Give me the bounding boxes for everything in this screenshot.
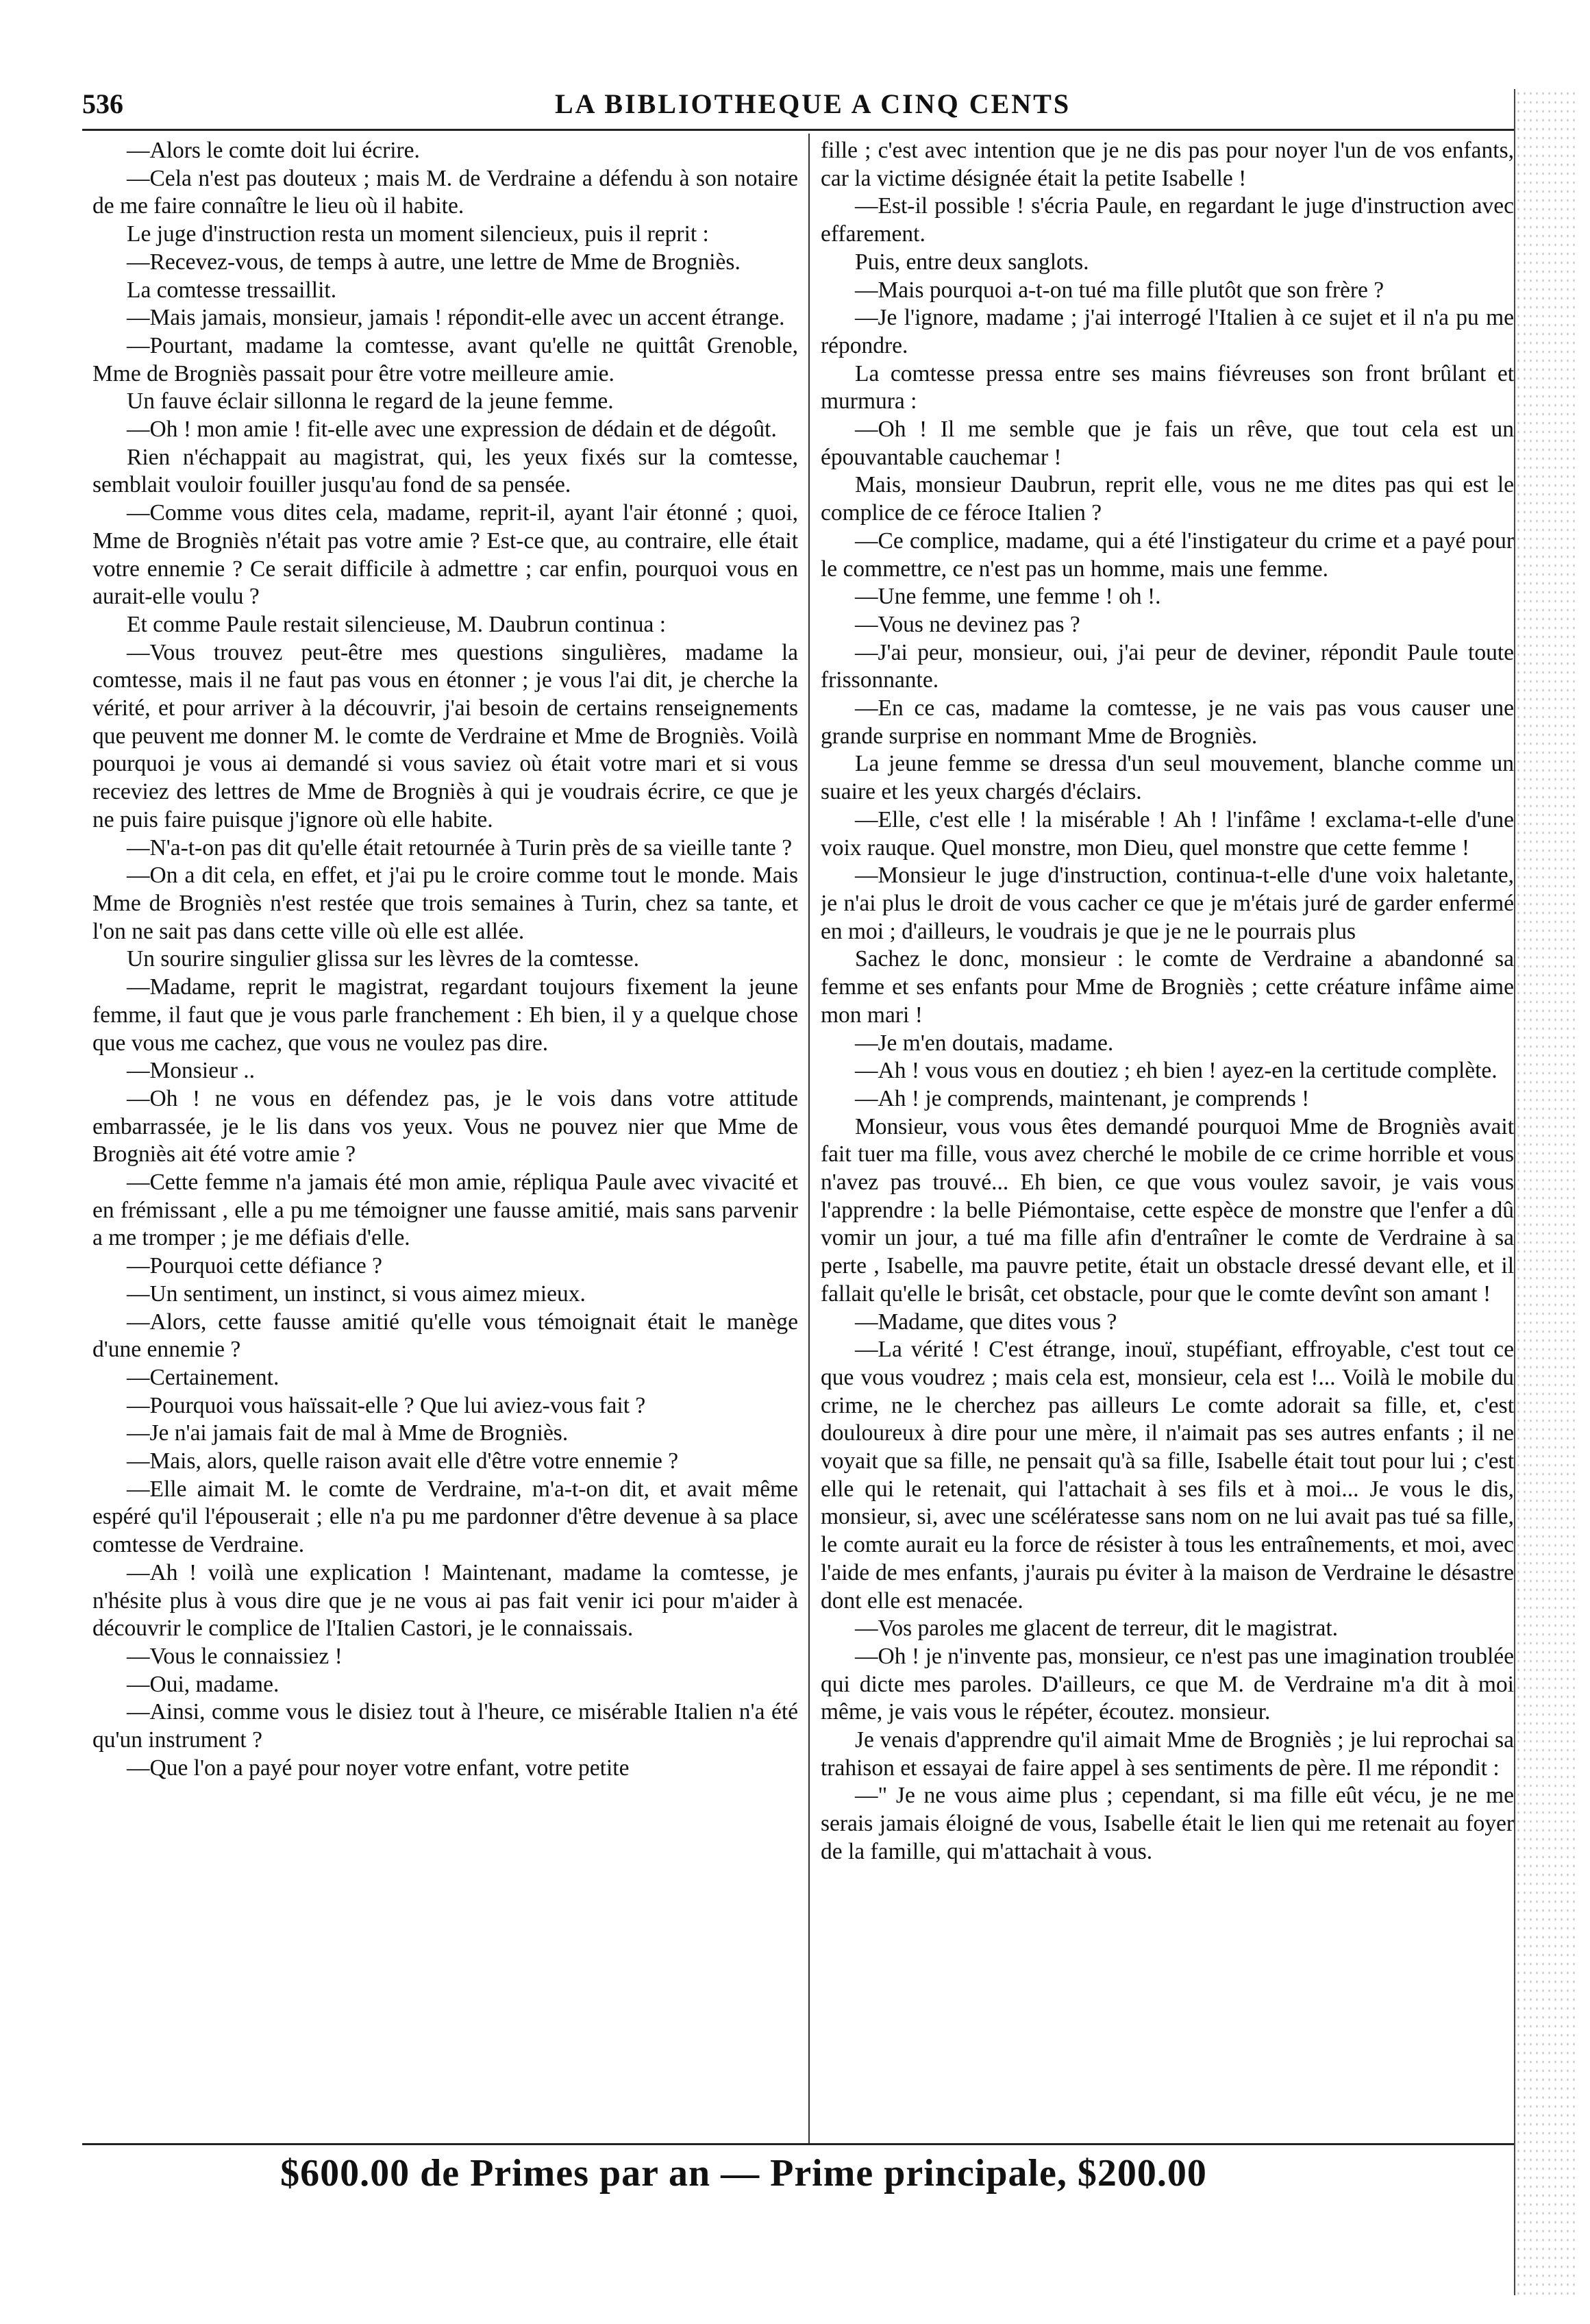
page-header bbox=[82, 82, 1500, 130]
paragraph: —Oh ! Il me semble que je fais un rêve, que tout cela est un épouvantable cauchemar ! bbox=[821, 417, 1514, 470]
paragraph: —Vous ne devinez pas ? bbox=[855, 611, 1080, 637]
paragraph: Monsieur, vous vous êtes demandé pourquoi Mme de Brogniès avait fait tuer ma fille, vous avez cherché le mobile de ce crime horrible et vous n'avez pas trouvé... Eh bien, ce que vous voulez savoir, je vais vous l'apprendre : la belle Piémontaise, cette espèce de monstre que l'enfer a dû vomir un jour, a tué ma fille afin d'entraîner le comte de Verdraine à sa perte , Isabelle, ma pauvre petite, était un obstacle dressé devant elle, et il fallait qu'elle le brisât, cet obstacle, pour que le comte devînt son amant ! bbox=[821, 1113, 1514, 1307]
paragraph: La comtesse tressaillit. bbox=[127, 277, 337, 303]
paragraph: Rien n'échappait au magistrat, qui, les yeux fixés sur la comtesse, semblait vouloir fouiller jusqu'au fond de sa pensée. bbox=[92, 444, 798, 498]
paragraph: Un sourire singulier glissa sur les lèvres de la comtesse. bbox=[127, 946, 639, 972]
paragraph: —" Je ne vous aime plus ; cependant, si ma fille eût vécu, je ne me serais jamais éloigné de vous, Isabelle était le lien qui me retenait au foyer de la famille, qui m'attachait à vous. bbox=[821, 1783, 1514, 1864]
paragraph: —Pourtant, madame la comtesse, avant qu'elle ne quittât Grenoble, Mme de Brogniès passait pour être votre meilleure amie. bbox=[92, 332, 798, 386]
paragraph: —Vos paroles me glacent de terreur, dit le magistrat. bbox=[855, 1616, 1339, 1642]
paragraph: Mais, monsieur Daubrun, reprit elle, vous ne me dites pas qui est le complice de ce féroce Italien ? bbox=[821, 472, 1514, 526]
paragraph: —Une femme, une femme ! oh !. bbox=[855, 584, 1161, 610]
paragraph: —Un sentiment, un instinct, si vous aimez mieux. bbox=[127, 1281, 586, 1307]
paragraph: —Elle aimait M. le comte de Verdraine, m'a-t-on dit, et avait même espéré qu'il l'épouserait ; elle n'a pu me pardonner d'être devenue à sa place comtesse de Verdraine. bbox=[92, 1476, 798, 1558]
paragraph: La jeune femme se dressa d'un seul mouvement, blanche comme un suaire et les yeux chargés d'éclairs. bbox=[821, 751, 1514, 805]
paragraph: —Je n'ai jamais fait de mal à Mme de Brogniès. bbox=[127, 1420, 569, 1446]
paragraph: —Alors le comte doit lui écrire. bbox=[127, 138, 420, 163]
paragraph: —Certainement. bbox=[127, 1364, 280, 1390]
paragraph: —Monsieur le juge d'instruction, continua-t-elle d'une voix haletante, je n'ai plus le droit de vous cacher ce que je m'étais juré de garder enfermé en moi ; d'ailleurs, le voudrais je que je ne le pourrais plus bbox=[821, 863, 1514, 944]
paragraph: —Ah ! je comprends, maintenant, je comprends ! bbox=[855, 1085, 1310, 1111]
paragraph: Je venais d'apprendre qu'il aimait Mme de Brogniès ; je lui reprochai sa trahison et essayai de faire appel à ses sentiments de père. Il me répondit : bbox=[821, 1727, 1514, 1781]
footer-rule bbox=[82, 2143, 1514, 2145]
paragraph: Un fauve éclair sillonna le regard de la jeune femme. bbox=[127, 388, 614, 415]
paragraph: —Oui, madame. bbox=[127, 1671, 280, 1697]
paragraph: —Ainsi, comme vous le disiez tout à l'heure, ce misérable Italien n'a été qu'un instrument ? bbox=[92, 1699, 798, 1753]
paragraph: —Cette femme n'a jamais été mon amie, répliqua Paule avec vivacité et en frémissant , elle a pu me témoigner une fausse amitié, mais sans parvenir a me tromper ; je me défiais d'elle. bbox=[92, 1170, 798, 1251]
paragraph: fille ; c'est avec intention que je ne dis pas pour noyer l'un de vos enfants, car la victime désignée était la petite Isabelle ! bbox=[821, 138, 1514, 191]
paragraph: La comtesse pressa entre ses mains fiévreuses son front brûlant et murmura : bbox=[821, 360, 1514, 415]
paragraph: Et comme Paule restait silencieuse, M. Daubrun continua : bbox=[127, 611, 667, 637]
paragraph: —Ah ! vous vous en doutiez ; eh bien ! ayez-en la certitude complète. bbox=[855, 1058, 1498, 1084]
paragraph: —Vous le connaissiez ! bbox=[127, 1643, 343, 1669]
paragraph: —Est-il possible ! s'écria Paule, en regardant le juge d'instruction avec effarement. bbox=[821, 193, 1514, 247]
paragraph: —Je m'en doutais, madame. bbox=[855, 1030, 1114, 1056]
paragraph: —Oh ! je n'invente pas, monsieur, ce n'est pas une imagination troublée qui dicte mes paroles. D'ailleurs, ce que M. de Verdraine m'a dit à moi même, je vais vous le répéter, écoutez. monsieur. bbox=[821, 1643, 1514, 1725]
paragraph: —En ce cas, madame la comtesse, je ne vais pas vous causer une grande surprise en nommant Mme de Brogniès. bbox=[821, 695, 1514, 749]
header-rule bbox=[82, 129, 1514, 131]
paragraph: —Pourquoi cette défiance ? bbox=[127, 1253, 382, 1279]
paragraph: Sachez le donc, monsieur : le comte de Verdraine a abandonné sa femme et ses enfants pour Mme de Brogniès ; cette créature infâme aime mon mari ! bbox=[821, 946, 1514, 1028]
paragraph: —Cela n'est pas douteux ; mais M. de Verdraine a défendu à son notaire de me faire connaître le lieu où il habite. bbox=[92, 165, 798, 219]
paragraph: —On a dit cela, en effet, et j'ai pu le croire comme tout le monde. Mais Mme de Brogniès n'est restée que trois semaines à Turin, chez sa tante, et l'on ne sait pas dans cette ville où elle est allée. bbox=[92, 863, 798, 944]
edge-speckle bbox=[1515, 89, 1577, 2295]
paragraph: —Comme vous dites cela, madame, reprit-il, ayant l'air étonné ; quoi, Mme de Brogniès n'était pas votre amie ? Est-ce que, au contraire, elle était votre ennemie ? Ce serait difficile à admettre ; car enfin, pourquoi vous en aurait-elle voulu ? bbox=[92, 500, 798, 610]
paragraph: —La vérité ! C'est étrange, inouï, stupéfiant, effroyable, c'est tout ce que vous voudrez ; mais cela est, monsieur, cela est !... Voilà le mobile du crime, ne le cherchez pas ailleurs Le comte adorait sa fille, et, c'est douloureux à dire pour une mère, il n'aimait pas ses autres enfants ; il ne voyait que sa fille, ne pensait qu'à sa fille, Isabelle était tout pour lui ; c'est elle qui le retenait, qui l'attachait à ses fils et à moi... Je vous le dis, monsieur, si, avec une scélératesse sans nom on ne lui avait pas tué sa fille, le comte aurait eu la force de résister à tous les entraînements, et moi, avec l'aide de mes enfants, j'aurais pu éviter à la maison de Verdraine le désastre dont elle est menacée. bbox=[821, 1337, 1514, 1614]
footer-banner: $600.00 de Primes par an — Prime principale, $200.00 bbox=[280, 2152, 1207, 2195]
paragraph: —Pourquoi vous haïssait-elle ? Que lui aviez-vous fait ? bbox=[127, 1392, 646, 1418]
paragraph: —Alors, cette fausse amitié qu'elle vous témoignait était le manège d'une ennemie ? bbox=[92, 1309, 798, 1363]
paragraph: —Ce complice, madame, qui a été l'instigateur du crime et a payé pour le commettre, ce n'est pas un homme, mais une femme. bbox=[821, 528, 1514, 582]
right-column bbox=[821, 137, 1514, 2141]
paragraph: —Oh ! mon amie ! fit-elle avec une expression de dédain et de dégoût. bbox=[127, 417, 777, 443]
paragraph: —Vous trouvez peut-être mes questions singulières, madame la comtesse, mais il ne faut pas vous en étonner ; je vous l'ai dit, je cherche la vérité, et pour arriver à la découvrir, j'ai besoin de certains renseignements que peuvent me donner M. le comte de Verdraine et Mme de Brogniès. Voilà pourquoi je vous ai demandé si vous saviez où était votre mari et si vous receviez des lettres de Mme de Brogniès à qui je voudrais écrire, ce que je ne puis faire puisque j'ignore où elle habite. bbox=[92, 639, 798, 832]
paragraph: —Que l'on a payé pour noyer votre enfant, votre petite bbox=[127, 1755, 630, 1781]
column-divider bbox=[808, 134, 810, 2144]
paragraph: —N'a-t-on pas dit qu'elle était retournée à Turin près de sa vieille tante ? bbox=[127, 835, 793, 861]
paragraph: —Mais pourquoi a-t-on tué ma fille plutôt que son frère ? bbox=[855, 277, 1384, 303]
page-number: 536 bbox=[82, 88, 123, 119]
paragraph: —Mais, alors, quelle raison avait elle d'être votre ennemie ? bbox=[127, 1448, 679, 1474]
paragraph: Le juge d'instruction resta un moment silencieux, puis il reprit : bbox=[127, 221, 709, 247]
paragraph: —Oh ! ne vous en défendez pas, je le vois dans votre attitude embarrassée, je le lis dans vos yeux. Vous ne pouvez nier que Mme de Brogniès ait été votre amie ? bbox=[92, 1085, 798, 1167]
paragraph: —Monsieur .. bbox=[127, 1058, 256, 1084]
page-edge-margin bbox=[1514, 89, 1577, 2295]
paragraph: Puis, entre deux sanglots. bbox=[855, 249, 1089, 275]
page-footer bbox=[0, 2151, 1590, 2195]
paragraph: —Madame, reprit le magistrat, regardant toujours fixement la jeune femme, il faut que je vous parle franchement : Eh bien, il y a quelque chose que vous me cachez, que vous ne voulez pas dire. bbox=[92, 974, 798, 1056]
running-title: LA BIBLIOTHEQUE A CINQ CENTS bbox=[555, 88, 1071, 119]
paragraph: —Mais jamais, monsieur, jamais ! répondit-elle avec un accent étrange. bbox=[127, 305, 785, 331]
paragraph: —Elle, c'est elle ! la misérable ! Ah ! l'infâme ! exclama-t-elle d'une voix rauque. Quel monstre, mon Dieu, quel monstre que cette femme ! bbox=[821, 806, 1514, 861]
paragraph: —Je l'ignore, madame ; j'ai interrogé l'Italien à ce sujet et il n'a pu me répondre. bbox=[821, 305, 1514, 358]
paragraph: —J'ai peur, monsieur, oui, j'ai peur de deviner, répondit Paule toute frissonnante. bbox=[821, 639, 1514, 693]
paragraph: —Recevez-vous, de temps à autre, une lettre de Mme de Brogniès. bbox=[127, 249, 741, 275]
paragraph: —Madame, que dites vous ? bbox=[855, 1309, 1117, 1335]
left-column bbox=[92, 137, 798, 2141]
paragraph: —Ah ! voilà une explication ! Maintenant, madame la comtesse, je n'hésite plus à vous dire que je ne vous ai pas fait venir ici pour m'aider à découvrir le complice de l'Italien Castori, je le connaissais. bbox=[92, 1559, 798, 1642]
